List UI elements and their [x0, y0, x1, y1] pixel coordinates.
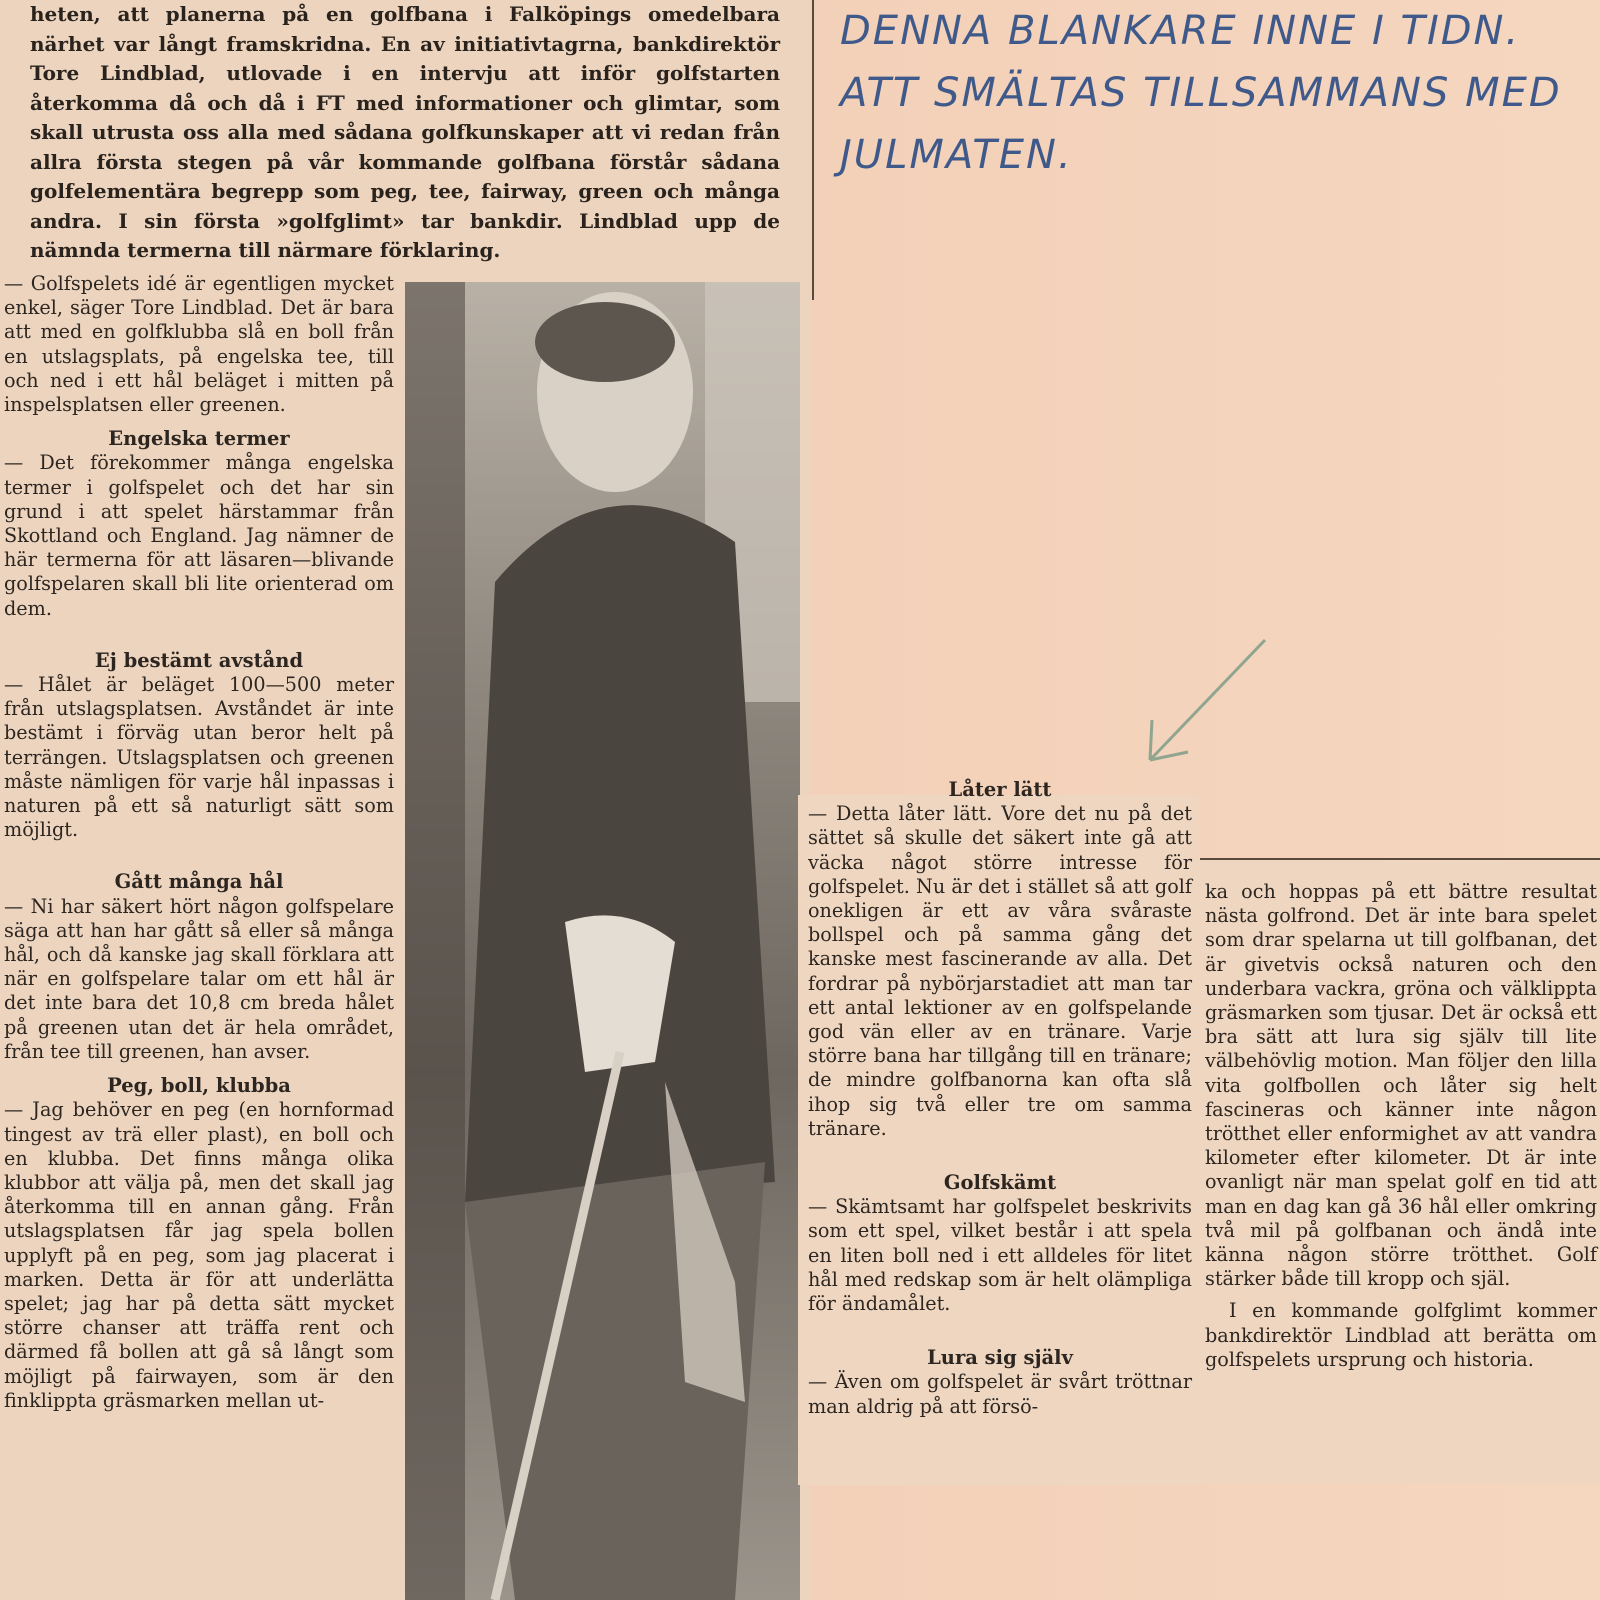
note-line: ATT SMÄLTAS TILLSAMMANS MED [840, 70, 1562, 116]
subheading: Engelska termer [108, 427, 290, 451]
right-column [808, 778, 1192, 1419]
note-line: JULMATEN. [840, 132, 1073, 178]
subheading: Golfskämt [943, 1171, 1057, 1195]
paragraph: — Hålet är beläget 100—500 meter från utslagsplatsen. Avståndet är inte bestämt i förväg utan beror helt på terrängen. Utslagsplatsen och greenen måste nämligen för varje hål inpassas i naturen på ett så naturligt sätt som möjligt. [4, 673, 394, 842]
note-line: DENNA BLANKARE INNE I TIDN. [840, 8, 1521, 54]
paragraph: — Golfspelets idé är egentligen mycket enkel, säger Tore Lindblad. Det är bara att med en golfklubba slå en boll från en utslagsplats, på engelska tee, till och ned i ett hål beläget i mitten på inspelsplatsen eller greenen. [4, 272, 394, 417]
subheading: Ej bestämt avstånd [94, 648, 304, 672]
paragraph: — Skämtsamt har golfspelet beskrivits som ett spel, vilket består i att spela en liten boll ned i ett alldeles för litet hål med redskap som är helt olämpliga för ändamålet. [808, 1195, 1192, 1316]
paragraph: — Även om golfspelet är svårt tröttnar man aldrig på att försö- [808, 1370, 1192, 1418]
golfer-photo [405, 282, 800, 1600]
subheading: Lura sig själv [927, 1346, 1073, 1370]
article-intro: heten, att planerna på en golfbana i Falköpings omedelbara närhet var långt framskridna. En av initiativtagrna, bankdirektör Tore Lindblad, utlovade i en intervju att inför golfstarten återkomma då och då i FT med informationer och glimtar, som skall utrusta oss alla med sådana golfkunskaper att vi redan från allra första stegen på vår kommande golfbana förstår sådana golfelementära begrepp som peg, tee, fairway, green och många andra. I sin första »golfglimt» tar bankdir. Lindblad upp de nämnda termerna till närmare förklaring. [30, 2, 780, 262]
subheading: Gått många hål [114, 870, 284, 894]
subheading: Låter lätt [948, 778, 1052, 801]
column-rule [812, 0, 814, 300]
paragraph: — Det förekommer många engelska termer i golfspelet och det har sin grund i att spelet härstammar från Skottland och England. Jag nämner de här termerna för att läsaren—blivande golfspelaren skall bli lite orienterad om dem. [4, 451, 394, 620]
subheading: Peg, boll, klubba [107, 1074, 291, 1098]
paragraph: — Detta låter lätt. Vore det nu på det sättet så skulle det säkert inte gå att väcka något större intresse för golfspelet. Nu är det i stället så att golf onekligen är ett av våra svåraste bollspel och på samma gång det kanske mest fascinerande av alla. Det fordrar på nybörjarstadiet att man tar ett antal lektioner av en golfspelande god vän eller av en tränare. Varje större bana har tillgång till en tränare; de mindre golfbanorna kan ofta slå ihop sig två eller tre om samma tränare. [808, 802, 1192, 1140]
left-column [4, 272, 394, 1413]
paragraph: — Ni har säkert hört någon golfspelare säga att han har gått så eller så många hål, och då kanske jag skall förklara att när en golfspelare talar om ett hål är det inte bara det 10,8 cm breda hålet på greenen utan det är hela området, från tee till greenen, han avser. [4, 894, 394, 1063]
paragraph: — Jag behöver en peg (en hornformad tingest av trä eller plast), en boll och en klubba. Det finns många olika klubbor att välja på, men det skall jag återkomma till en annan gång. Från utslagsplatsen får jag spela bollen upplyft på en peg, som jag placerat i marken. Detta är för att underlätta spelet; jag har på detta sätt mycket större chanser att träffa rent och därmed få bollen att gå så långt som möjligt på fairwayen, som är den finklippta gräsmarken mellan ut- [4, 1098, 394, 1412]
far-right-column [1205, 880, 1597, 1372]
clipping-edge [1200, 858, 1600, 860]
pencil-arrow-icon [1140, 630, 1280, 770]
paragraph: I en kommande golfglimt kommer bankdirektör Lindblad att berätta om golfspelets ursprung och historia. [1205, 1299, 1597, 1371]
handwritten-note [840, 0, 1600, 186]
paragraph: ka och hoppas på ett bättre resultat nästa golfrond. Det är inte bara spelet som drar spelarna ut till golfbanan, det är givetvis också naturen och den underbara vackra, gröna och välklippta gräsmarken som tjusar. Det är också ett bra sätt att lura sig själv till lite välbehövlig motion. Man följer den lilla vita golfbollen och låter sig helt fascineras och känner inte någon trötthet eller enformighet av att vandra kilometer efter kilometer. Dt är inte ovanligt när man spelat golf en tid att man en dag kan gå 36 hål eller omkring två mil på golfbanan och ändå inte känna någon större trötthet. Golf stärker både till kropp och själ. [1205, 880, 1597, 1291]
